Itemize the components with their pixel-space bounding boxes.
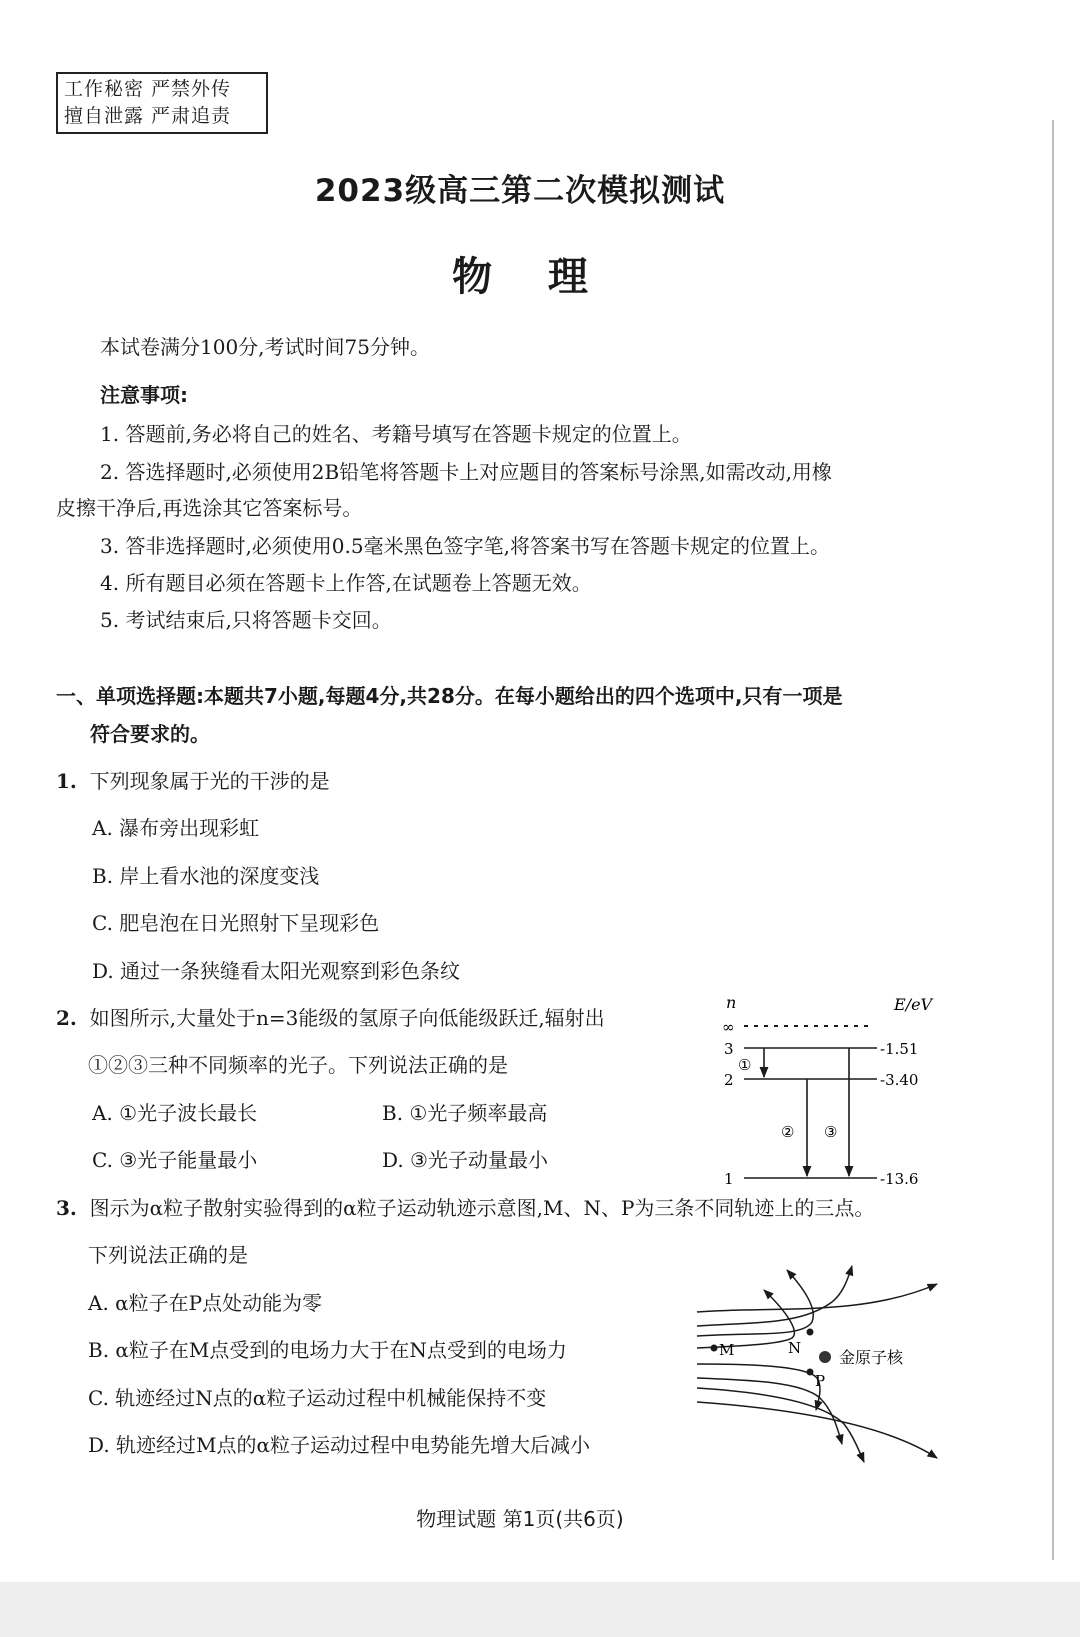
stamp-line-1: 工作秘密 严禁外传 bbox=[64, 78, 232, 100]
confidentiality-stamp bbox=[56, 72, 268, 134]
section-1-heading: 一、单项选择题:本题共7小题,每题4分,共28分。在每小题给出的四个选项中,只有一项是 bbox=[56, 684, 843, 708]
q3-option-a: A. α粒子在P点处动能为零 bbox=[88, 1291, 323, 1315]
question-2-stem-2: ①②③三种不同频率的光子。下列说法正确的是 bbox=[88, 1053, 508, 1077]
trajectory-bottom-3 bbox=[697, 1388, 864, 1462]
q3-option-b: B. α粒子在M点受到的电场力大于在N点受到的电场力 bbox=[88, 1338, 567, 1362]
notice-item-5: 5. 考试结束后,只将答题卡交回。 bbox=[100, 608, 392, 632]
q1-option-d: D. 通过一条狭缝看太阳光观察到彩色条纹 bbox=[92, 959, 461, 983]
level-label-inf: ∞ bbox=[722, 1018, 735, 1036]
trajectory-top-3 bbox=[697, 1270, 813, 1336]
q3-option-d: D. 轨迹经过M点的α粒子运动过程中电势能先增大后减小 bbox=[88, 1433, 591, 1457]
q2-option-b: B. ①光子频率最高 bbox=[382, 1101, 548, 1125]
trajectory-bottom-4 bbox=[697, 1402, 937, 1458]
label-n: N bbox=[788, 1339, 802, 1357]
level-energy-1: -13.6 bbox=[880, 1170, 919, 1188]
label-m: M bbox=[719, 1341, 735, 1359]
question-3-stem-1: 图示为α粒子散射实验得到的α粒子运动轨迹示意图,M、N、P为三条不同轨迹上的三点。 bbox=[89, 1196, 875, 1220]
trajectory-top-1 bbox=[697, 1284, 937, 1312]
q1-option-b: B. 岸上看水池的深度变浅 bbox=[92, 864, 320, 888]
point-p bbox=[807, 1369, 814, 1376]
question-3-number: 3. bbox=[56, 1196, 77, 1220]
q2-option-a: A. ①光子波长最长 bbox=[92, 1101, 258, 1125]
level-energy-2: -3.40 bbox=[880, 1071, 919, 1089]
transition-label-3: ③ bbox=[824, 1123, 838, 1141]
page-footer: 物理试题 第1页(共6页) bbox=[416, 1507, 624, 1531]
alpha-scattering-diagram bbox=[692, 1262, 992, 1482]
transition-label-1: ① bbox=[738, 1056, 752, 1074]
subject-title bbox=[0, 245, 1040, 302]
question-3-stem-2: 下列说法正确的是 bbox=[88, 1243, 248, 1267]
label-p: P bbox=[815, 1372, 826, 1390]
page-edge bbox=[1052, 120, 1054, 1560]
question-3 bbox=[56, 1194, 874, 1222]
notice-item-2-cont: 皮擦干净后,再选涂其它答案标号。 bbox=[56, 496, 363, 520]
exam-intro: 本试卷满分100分,考试时间75分钟。 bbox=[100, 335, 430, 359]
gold-nucleus-dot bbox=[819, 1351, 831, 1363]
q3-option-c: C. 轨迹经过N点的α粒子运动过程中机械能保持不变 bbox=[88, 1386, 547, 1410]
trajectory-m bbox=[697, 1290, 794, 1348]
notice-item-3: 3. 答非选择题时,必须使用0.5毫米黑色签字笔,将答案书写在答题卡规定的位置上。 bbox=[100, 534, 830, 558]
question-1 bbox=[56, 767, 330, 795]
notice-item-4: 4. 所有题目必须在答题卡上作答,在试题卷上答题无效。 bbox=[100, 571, 592, 595]
question-2 bbox=[56, 1004, 605, 1032]
trajectory-top-2 bbox=[697, 1266, 852, 1326]
level-label-3: 3 bbox=[724, 1040, 734, 1058]
q2-option-c: C. ③光子能量最小 bbox=[92, 1148, 258, 1172]
q2-option-d: D. ③光子动量最小 bbox=[382, 1148, 548, 1172]
axis-label-energy: E/eV bbox=[894, 995, 933, 1014]
exam-title: 2023级高三第二次模拟测试 bbox=[314, 173, 726, 209]
question-2-stem-1: 如图所示,大量处于n=3能级的氢原子向低能级跃迁,辐射出 bbox=[89, 1006, 605, 1030]
gold-nucleus-label: 金原子核 bbox=[839, 1348, 904, 1367]
level-label-2: 2 bbox=[724, 1071, 734, 1089]
question-1-stem: 下列现象属于光的干涉的是 bbox=[89, 769, 330, 793]
axis-label-n: n bbox=[726, 993, 737, 1012]
subject-text: 物 理 bbox=[452, 254, 588, 300]
question-1-number: 1. bbox=[56, 769, 77, 793]
question-2-number: 2. bbox=[56, 1006, 77, 1030]
transition-label-2: ② bbox=[781, 1123, 795, 1141]
stamp-line-2: 擅自泄露 严肃追责 bbox=[64, 105, 232, 127]
notice-item-1: 1. 答题前,务必将自己的姓名、考籍号填写在答题卡规定的位置上。 bbox=[100, 422, 692, 446]
level-label-1: 1 bbox=[724, 1170, 734, 1188]
point-m bbox=[711, 1345, 718, 1352]
section-1-heading-cont: 符合要求的。 bbox=[90, 722, 210, 746]
energy-level-diagram bbox=[712, 990, 972, 1190]
notice-item-2: 2. 答选择题时,必须使用2B铅笔将答题卡上对应题目的答案标号涂黑,如需改动,用橡 bbox=[100, 460, 832, 484]
level-energy-3: -1.51 bbox=[880, 1040, 919, 1058]
notice-heading: 注意事项: bbox=[100, 383, 188, 407]
page-bottom-margin bbox=[0, 1582, 1080, 1637]
q1-option-a: A. 瀑布旁出现彩虹 bbox=[92, 816, 260, 840]
point-n bbox=[807, 1329, 814, 1336]
q1-option-c: C. 肥皂泡在日光照射下呈现彩色 bbox=[92, 911, 380, 935]
